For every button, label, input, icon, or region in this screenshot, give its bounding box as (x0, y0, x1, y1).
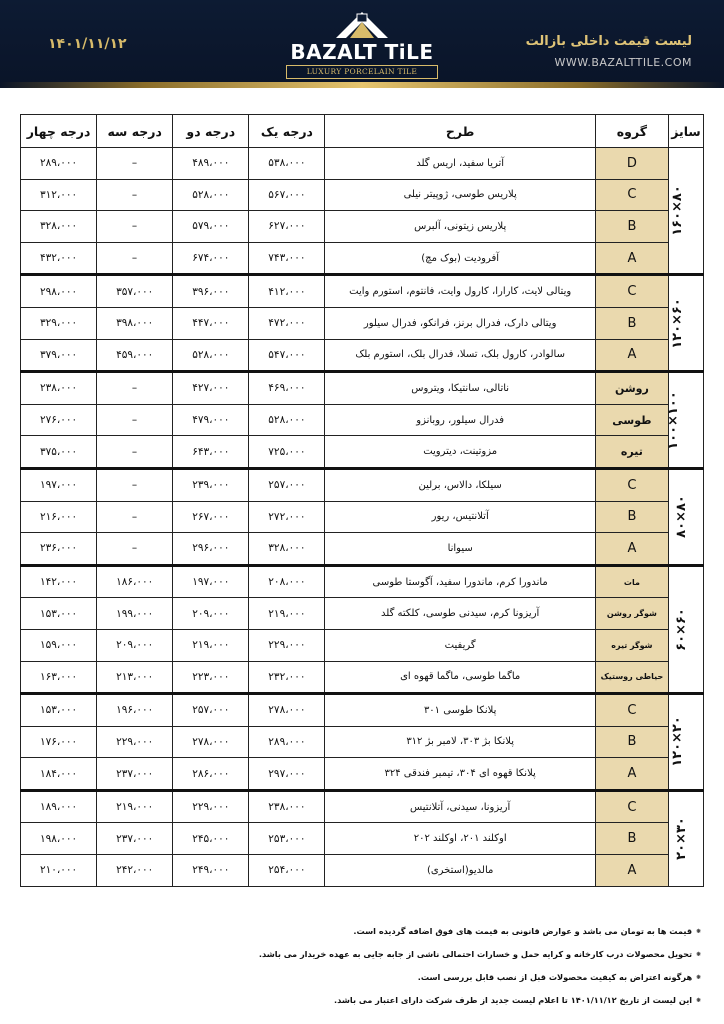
group-cell: روشن (595, 372, 668, 405)
grade-4-price: ۱۶۳،۰۰۰ (21, 661, 97, 694)
group-cell: C (595, 179, 668, 211)
table-header-row (21, 115, 704, 148)
table-row (21, 468, 704, 501)
grade-3-price: – (97, 501, 173, 533)
grade-1-price: ۵۳۸،۰۰۰ (249, 148, 325, 180)
group-cell: تیره (595, 436, 668, 469)
group-cell: B (595, 726, 668, 758)
group-cell: A (595, 242, 668, 275)
group-cell: C (595, 468, 668, 501)
design-cell: ناتالی، سانتیکا، ویتروس (325, 372, 595, 405)
grade-1-price: ۲۱۹،۰۰۰ (249, 598, 325, 630)
grade-2-price: ۳۹۶،۰۰۰ (173, 275, 249, 308)
grade-4-price: ۳۷۵،۰۰۰ (21, 436, 97, 469)
table-row (21, 758, 704, 791)
group-cell: B (595, 211, 668, 243)
table-row (21, 533, 704, 566)
group-cell: A (595, 758, 668, 791)
grade-4-price: ۲۸۹،۰۰۰ (21, 148, 97, 180)
design-cell: گریفیت (325, 629, 595, 661)
table-row (21, 629, 704, 661)
group-cell: A (595, 855, 668, 887)
header-size: سایز (668, 115, 703, 148)
table-row (21, 436, 704, 469)
grade-2-price: ۲۵۷،۰۰۰ (173, 694, 249, 727)
table-row (21, 339, 704, 372)
grade-3-price: ۱۸۶،۰۰۰ (97, 565, 173, 598)
grade-2-price: ۴۷۹،۰۰۰ (173, 404, 249, 436)
grade-2-price: ۲۲۳،۰۰۰ (173, 661, 249, 694)
grade-2-price: ۲۱۹،۰۰۰ (173, 629, 249, 661)
grade-3-price: ۲۴۲،۰۰۰ (97, 855, 173, 887)
table-row (21, 307, 704, 339)
grade-3-price: ۲۱۹،۰۰۰ (97, 790, 173, 823)
grade-4-price: ۱۴۲،۰۰۰ (21, 565, 97, 598)
grade-2-price: ۵۲۸،۰۰۰ (173, 339, 249, 372)
grade-4-price: ۳۷۹،۰۰۰ (21, 339, 97, 372)
grade-3-price: – (97, 372, 173, 405)
grade-2-price: ۵۲۸،۰۰۰ (173, 179, 249, 211)
grade-2-price: ۲۲۹،۰۰۰ (173, 790, 249, 823)
grade-2-price: ۵۷۹،۰۰۰ (173, 211, 249, 243)
grade-1-price: ۳۲۸،۰۰۰ (249, 533, 325, 566)
design-cell: آفرودیت (بوک مچ) (325, 242, 595, 275)
table-row (21, 179, 704, 211)
grade-2-price: ۲۷۸،۰۰۰ (173, 726, 249, 758)
bullet-icon: ⁕ (695, 949, 702, 959)
grade-3-price: ۲۳۷،۰۰۰ (97, 758, 173, 791)
design-cell: سالوادر، کارول بلک، تسلا، فدرال بلک، استورم بلک (325, 339, 595, 372)
grade-1-price: ۷۲۵،۰۰۰ (249, 436, 325, 469)
design-cell: پلانکا طوسی ۳۰۱ (325, 694, 595, 727)
logo-emblem-icon (334, 10, 390, 40)
grade-3-price: – (97, 404, 173, 436)
footnote-item: ⁕تحویل محصولات درب کارخانه و کرایه حمل و خسارات احتمالی ناشی از جابه جایی به عهده خریدار می باشد. (258, 949, 702, 959)
table-row (21, 501, 704, 533)
group-cell: C (595, 275, 668, 308)
table-row (21, 694, 704, 727)
design-cell: آریزونا، سیدنی، آتلانتیس (325, 790, 595, 823)
grade-4-price: ۲۹۸،۰۰۰ (21, 275, 97, 308)
design-cell: آتریا سفید، اریس گلد (325, 148, 595, 180)
grade-4-price: ۲۷۶،۰۰۰ (21, 404, 97, 436)
design-cell: پلاریس طوسی، ژوپیتر نیلی (325, 179, 595, 211)
table-row (21, 823, 704, 855)
grade-2-price: ۲۶۷،۰۰۰ (173, 501, 249, 533)
bullet-icon: ⁕ (695, 995, 702, 1005)
grade-3-price: – (97, 468, 173, 501)
header-banner (0, 0, 724, 88)
table-row (21, 726, 704, 758)
size-cell: ۲۰×۱۲۰ (668, 694, 703, 791)
grade-3-price: – (97, 436, 173, 469)
grade-2-price: ۲۹۶،۰۰۰ (173, 533, 249, 566)
grade-3-price: – (97, 179, 173, 211)
design-cell: ویتالی لایت، کارارا، کارول وایت، فانتوم، استورم وایت (325, 275, 595, 308)
size-cell: ۶۰×۶۰ (668, 565, 703, 693)
grade-1-price: ۲۸۹،۰۰۰ (249, 726, 325, 758)
grade-3-price: ۱۹۶،۰۰۰ (97, 694, 173, 727)
grade-3-price: ۴۵۹،۰۰۰ (97, 339, 173, 372)
group-cell: B (595, 307, 668, 339)
grade-3-price: ۳۹۸،۰۰۰ (97, 307, 173, 339)
table-row (21, 855, 704, 887)
group-cell: C (595, 694, 668, 727)
logo-brand-name: BAZALT TiLE (290, 40, 434, 64)
grade-2-price: ۲۴۵،۰۰۰ (173, 823, 249, 855)
grade-2-price: ۲۳۹،۰۰۰ (173, 468, 249, 501)
grade-3-price: ۱۹۹،۰۰۰ (97, 598, 173, 630)
design-cell: پلانکا بژ ۳۰۳، لامبر بژ ۳۱۲ (325, 726, 595, 758)
grade-1-price: ۲۵۷،۰۰۰ (249, 468, 325, 501)
grade-1-price: ۲۷۲،۰۰۰ (249, 501, 325, 533)
grade-4-price: ۱۸۹،۰۰۰ (21, 790, 97, 823)
grade-4-price: ۳۲۹،۰۰۰ (21, 307, 97, 339)
header-grade-1: درجه یک (249, 115, 325, 148)
size-cell: ۱۰۰×۱۰۰ (668, 372, 703, 469)
table-row (21, 242, 704, 275)
header-group: گروه (595, 115, 668, 148)
grade-3-price: – (97, 148, 173, 180)
grade-3-price: ۳۵۷،۰۰۰ (97, 275, 173, 308)
grade-4-price: ۳۲۸،۰۰۰ (21, 211, 97, 243)
grade-4-price: ۳۱۲،۰۰۰ (21, 179, 97, 211)
grade-3-price: ۲۱۳،۰۰۰ (97, 661, 173, 694)
grade-2-price: ۶۴۳،۰۰۰ (173, 436, 249, 469)
group-cell: مات (595, 565, 668, 598)
grade-1-price: ۷۴۳،۰۰۰ (249, 242, 325, 275)
grade-2-price: ۴۴۷،۰۰۰ (173, 307, 249, 339)
grade-2-price: ۱۹۷،۰۰۰ (173, 565, 249, 598)
header-grade-2: درجه دو (173, 115, 249, 148)
website-link[interactable]: WWW.BAZALTTILE.COM (554, 56, 692, 69)
footnote-item: ⁕قیمت ها به تومان می باشد و عوارض قانونی به قیمت های فوق اضافه گردیده است. (353, 926, 702, 936)
group-cell: شوگر تیره (595, 629, 668, 661)
design-cell: اوکلند ۲۰۱، اوکلند ۲۰۲ (325, 823, 595, 855)
grade-2-price: ۶۷۴،۰۰۰ (173, 242, 249, 275)
grade-2-price: ۲۰۹،۰۰۰ (173, 598, 249, 630)
header-grade-4: درجه چهار (21, 115, 97, 148)
grade-3-price: – (97, 533, 173, 566)
design-cell: پلاریس زیتونی، آلبرس (325, 211, 595, 243)
grade-1-price: ۵۲۸،۰۰۰ (249, 404, 325, 436)
grade-4-price: ۱۵۳،۰۰۰ (21, 694, 97, 727)
header-grade-3: درجه سه (97, 115, 173, 148)
grade-4-price: ۱۵۳،۰۰۰ (21, 598, 97, 630)
table-row (21, 661, 704, 694)
bullet-icon: ⁕ (695, 972, 702, 982)
table-row (21, 598, 704, 630)
group-cell: B (595, 501, 668, 533)
group-cell: C (595, 790, 668, 823)
design-cell: آتلانتیس، ریور (325, 501, 595, 533)
design-cell: ماندورا کرم، ماندورا سفید، آگوستا طوسی (325, 565, 595, 598)
grade-4-price: ۱۵۹،۰۰۰ (21, 629, 97, 661)
footnote-item: ⁕هرگونه اعتراض به کیفیت محصولات قبل از نصب قابل بررسی است. (417, 972, 702, 982)
grade-1-price: ۵۶۷،۰۰۰ (249, 179, 325, 211)
grade-3-price: ۲۲۹،۰۰۰ (97, 726, 173, 758)
size-cell: ۸۰×۸۰ (668, 468, 703, 565)
table-row (21, 275, 704, 308)
grade-4-price: ۲۱۶،۰۰۰ (21, 501, 97, 533)
grade-2-price: ۲۸۶،۰۰۰ (173, 758, 249, 791)
footnotes (12, 920, 702, 1012)
grade-3-price: – (97, 211, 173, 243)
grade-1-price: ۲۵۳،۰۰۰ (249, 823, 325, 855)
grade-3-price: ۲۳۷،۰۰۰ (97, 823, 173, 855)
design-cell: آریزونا کرم، سیدنی طوسی، کلکته گلد (325, 598, 595, 630)
design-cell: مزوتینت، دیترویت (325, 436, 595, 469)
gold-divider (0, 82, 724, 88)
grade-2-price: ۴۸۹،۰۰۰ (173, 148, 249, 180)
table-row (21, 372, 704, 405)
size-cell: ۸۰×۱۶۰ (668, 148, 703, 275)
price-list-date: ۱۴۰۱/۱۱/۱۲ (48, 36, 127, 52)
table-row (21, 565, 704, 598)
price-list-title: لیست قیمت داخلی بازالت (525, 34, 692, 49)
grade-4-price: ۴۳۲،۰۰۰ (21, 242, 97, 275)
size-cell: ۶۰×۱۲۰ (668, 275, 703, 372)
design-cell: پلانکا قهوه ای ۳۰۴، تیمبر فندقی ۳۲۴ (325, 758, 595, 791)
grade-1-price: ۵۴۷،۰۰۰ (249, 339, 325, 372)
grade-1-price: ۲۳۸،۰۰۰ (249, 790, 325, 823)
grade-4-price: ۲۱۰،۰۰۰ (21, 855, 97, 887)
grade-4-price: ۱۸۴،۰۰۰ (21, 758, 97, 791)
grade-4-price: ۲۳۸،۰۰۰ (21, 372, 97, 405)
grade-1-price: ۴۱۲،۰۰۰ (249, 275, 325, 308)
group-cell: شوگر روشن (595, 598, 668, 630)
header-design: طرح (325, 115, 595, 148)
logo-tagline: LUXURY PORCELAIN TILE (286, 65, 438, 79)
table-row (21, 211, 704, 243)
group-cell: طوسی (595, 404, 668, 436)
grade-3-price: – (97, 242, 173, 275)
grade-1-price: ۴۶۹،۰۰۰ (249, 372, 325, 405)
grade-1-price: ۲۵۴،۰۰۰ (249, 855, 325, 887)
design-cell: فدرال سیلور، روبانزو (325, 404, 595, 436)
grade-4-price: ۱۷۶،۰۰۰ (21, 726, 97, 758)
design-cell: ماگما طوسی، ماگما قهوه ای (325, 661, 595, 694)
group-cell: A (595, 533, 668, 566)
design-cell: ویتالی دارک، فدرال برنز، فرانکو، فدرال سیلور (325, 307, 595, 339)
grade-1-price: ۲۰۸،۰۰۰ (249, 565, 325, 598)
grade-1-price: ۶۲۷،۰۰۰ (249, 211, 325, 243)
footnote-item: ⁕این لیست از تاریخ ۱۴۰۱/۱۱/۱۲ تا اعلام لیست جدید از طرف شرکت دارای اعتبار می باشد. (334, 995, 702, 1005)
grade-3-price: ۲۰۹،۰۰۰ (97, 629, 173, 661)
grade-2-price: ۴۲۷،۰۰۰ (173, 372, 249, 405)
group-cell: حیاطی روستیک (595, 661, 668, 694)
design-cell: سیوانا (325, 533, 595, 566)
group-cell: D (595, 148, 668, 180)
design-cell: سیلکا، دالاس، برلین (325, 468, 595, 501)
grade-1-price: ۲۲۹،۰۰۰ (249, 629, 325, 661)
design-cell: مالدیو(استخری) (325, 855, 595, 887)
group-cell: A (595, 339, 668, 372)
grade-4-price: ۱۹۸،۰۰۰ (21, 823, 97, 855)
bullet-icon: ⁕ (695, 926, 702, 936)
grade-1-price: ۲۷۸،۰۰۰ (249, 694, 325, 727)
table-row (21, 790, 704, 823)
grade-1-price: ۲۹۷،۰۰۰ (249, 758, 325, 791)
grade-1-price: ۲۳۲،۰۰۰ (249, 661, 325, 694)
table-row (21, 148, 704, 180)
group-cell: B (595, 823, 668, 855)
price-table (20, 114, 704, 887)
bazalt-logo (282, 6, 442, 78)
grade-4-price: ۱۹۷،۰۰۰ (21, 468, 97, 501)
grade-4-price: ۲۳۶،۰۰۰ (21, 533, 97, 566)
table-row (21, 404, 704, 436)
grade-2-price: ۲۴۹،۰۰۰ (173, 855, 249, 887)
grade-1-price: ۴۷۲،۰۰۰ (249, 307, 325, 339)
size-cell: ۳۰×۲۰ (668, 790, 703, 886)
